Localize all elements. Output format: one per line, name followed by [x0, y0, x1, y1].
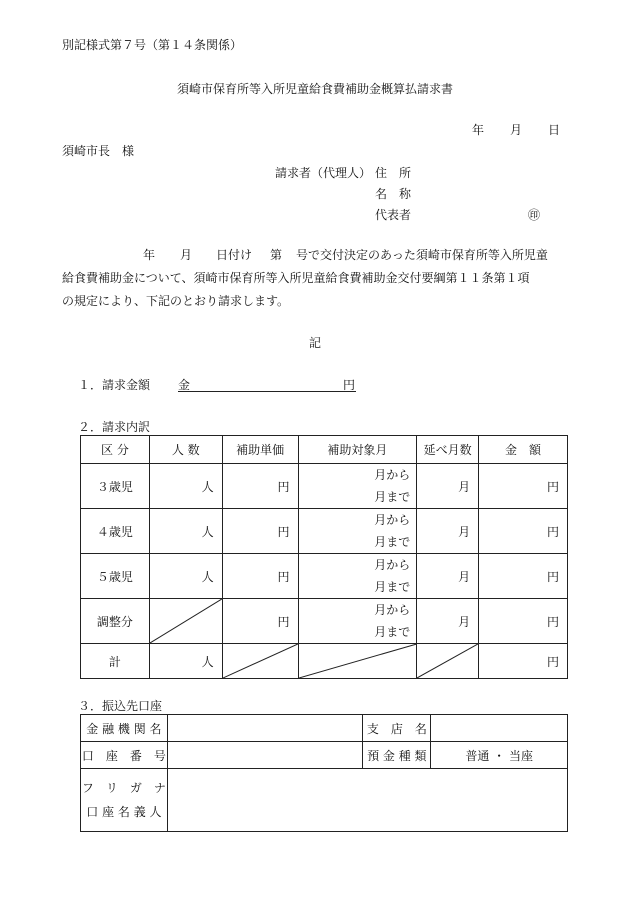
requester-name: 名 称 — [375, 187, 412, 201]
header-people: 人 数 — [149, 436, 222, 464]
row-unit: 円 — [222, 509, 298, 554]
row-people: 人 — [149, 509, 222, 554]
furigana-label: フ リ ガ ナ — [81, 781, 166, 795]
holder-label — [81, 769, 168, 832]
row-unit: 円 — [222, 599, 298, 644]
row-amount: 円 — [479, 554, 568, 599]
form-number: 別記様式第７号（第１４条関係） — [62, 38, 243, 52]
row-category: ３歳児 — [81, 464, 150, 509]
account-type-value: 普通 ・ 当座 — [431, 742, 568, 769]
row-amount: 円 — [479, 509, 568, 554]
table-header-row — [81, 436, 568, 464]
row-period — [298, 464, 417, 509]
row-months: 月 — [417, 509, 479, 554]
total-row — [81, 644, 568, 679]
section1-label: １．請求金額 — [78, 378, 151, 392]
diagonal-cell — [149, 599, 222, 644]
header-amount: 金 額 — [479, 436, 568, 464]
bank-row — [81, 715, 568, 742]
diagonal-line — [417, 644, 478, 678]
header-total-months: 延べ月数 — [417, 436, 479, 464]
section3-label: ３．振込先口座 — [78, 699, 163, 713]
row-unit: 円 — [222, 464, 298, 509]
branch-label: 支 店 名 — [363, 715, 431, 742]
diagonal-line — [223, 644, 298, 678]
header-months: 補助対象月 — [298, 436, 417, 464]
diagonal-cell — [417, 644, 479, 679]
period-from: 月から — [374, 603, 411, 617]
ki-heading: 記 — [308, 336, 321, 350]
period-to: 月まで — [374, 580, 411, 594]
body-no: 第 — [270, 248, 283, 262]
account-no-value — [167, 742, 363, 769]
requester-address: 住 所 — [375, 166, 412, 180]
amount-underline — [178, 391, 356, 392]
branch-value — [431, 715, 568, 742]
body-line-2: 給食費補助金について、須崎市保育所等入所児童給食費補助金交付要綱第１１条第１項 — [62, 271, 530, 285]
row-months: 月 — [417, 599, 479, 644]
breakdown-table — [80, 435, 568, 679]
period-to: 月まで — [374, 625, 411, 639]
amount-yen: 円 — [343, 378, 356, 392]
table-row — [81, 464, 568, 509]
period-to: 月まで — [374, 490, 411, 504]
period-from: 月から — [374, 513, 411, 527]
row-period — [298, 509, 417, 554]
row-amount: 円 — [479, 464, 568, 509]
requester-label: 請求者（代理人） — [275, 166, 372, 180]
period-from: 月から — [374, 468, 411, 482]
date-year: 年 — [472, 123, 485, 137]
period-to: 月まで — [374, 535, 411, 549]
row-people: 人 — [149, 464, 222, 509]
diagonal-line — [150, 599, 222, 643]
row-category: ５歳児 — [81, 554, 150, 599]
addressee: 須崎市長 様 — [62, 144, 135, 158]
account-type-label: 預 金 種 類 — [363, 742, 431, 769]
row-period — [298, 554, 417, 599]
requester-rep: 代表者 — [375, 208, 412, 222]
account-row — [81, 742, 568, 769]
body-day: 日付け — [216, 248, 253, 262]
diagonal-cell — [298, 644, 417, 679]
date-month: 月 — [510, 123, 523, 137]
row-months: 月 — [417, 554, 479, 599]
amount-kin: 金 — [178, 378, 191, 392]
table-row — [81, 509, 568, 554]
table-row — [81, 554, 568, 599]
bank-name-value — [167, 715, 363, 742]
row-category: ４歳児 — [81, 509, 150, 554]
total-people: 人 — [149, 644, 222, 679]
holder-value — [167, 769, 567, 832]
body-month: 月 — [180, 248, 193, 262]
body-line-3: の規定により、下記のとおり請求します。 — [62, 294, 290, 308]
body-year: 年 — [143, 248, 156, 262]
holder-row — [81, 769, 568, 832]
header-category: 区 分 — [81, 436, 150, 464]
total-amount: 円 — [479, 644, 568, 679]
header-unit: 補助単価 — [222, 436, 298, 464]
period-from: 月から — [374, 558, 411, 572]
date-day: 日 — [548, 123, 561, 137]
row-amount: 円 — [479, 599, 568, 644]
body-rest: 号で交付決定のあった須崎市保育所等入所児童 — [296, 248, 548, 262]
total-category: 計 — [81, 644, 150, 679]
holder-name-label: 口 座 名 義 人 — [86, 805, 162, 819]
table-row — [81, 599, 568, 644]
row-months: 月 — [417, 464, 479, 509]
row-unit: 円 — [222, 554, 298, 599]
bank-table — [80, 714, 568, 832]
diagonal-cell — [222, 644, 298, 679]
row-category: 調整分 — [81, 599, 150, 644]
bank-name-label: 金 融 機 関 名 — [81, 715, 168, 742]
page-title: 須崎市保育所等入所児童給食費補助金概算払請求書 — [176, 82, 453, 96]
row-period — [298, 599, 417, 644]
diagonal-line — [299, 644, 417, 678]
row-people: 人 — [149, 554, 222, 599]
account-no-label: 口 座 番 号 — [81, 742, 168, 769]
section2-label: ２．請求内訳 — [78, 420, 151, 434]
seal-mark: ㊞ — [528, 208, 541, 222]
